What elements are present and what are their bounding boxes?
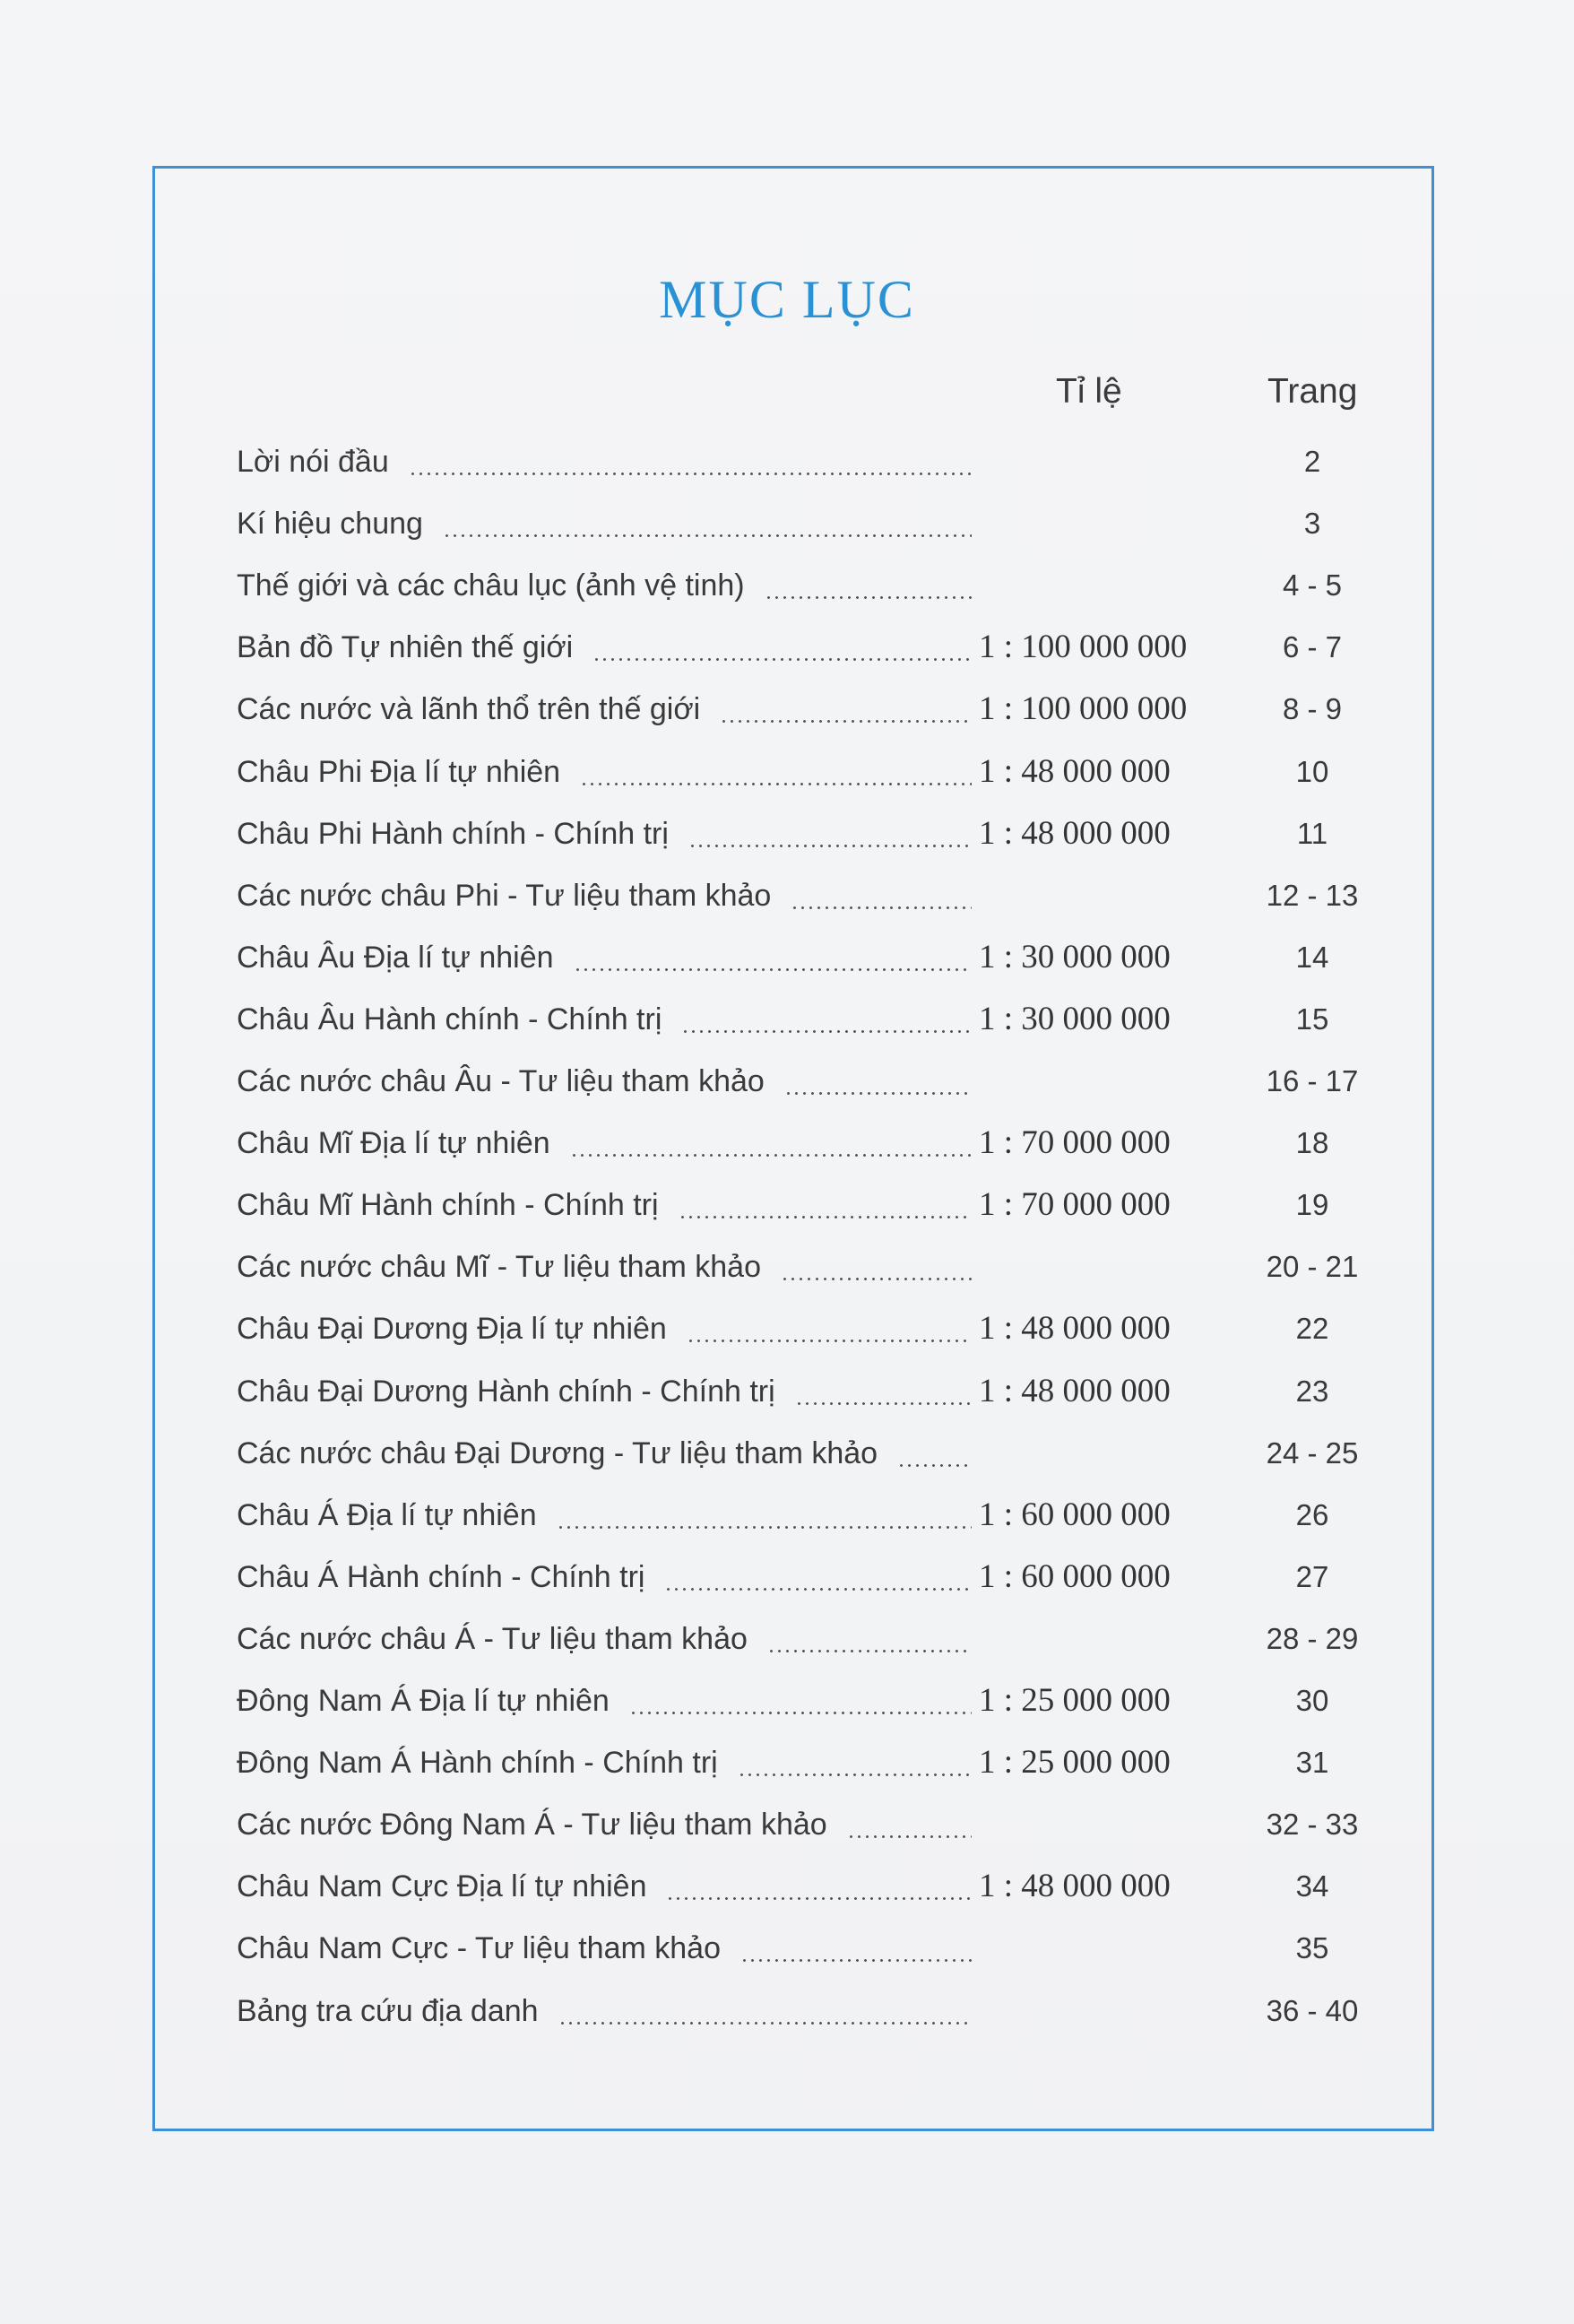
toc-entry[interactable] (237, 811, 1402, 856)
dot-leader (237, 1926, 972, 1971)
toc-entry[interactable] (237, 1121, 1402, 1166)
toc-entry-title: Châu Đại Dương Hành chính - Chính trị (237, 1374, 775, 1409)
toc-entry-scale: 1 : 100 000 000 (979, 690, 1188, 727)
dot-leader (237, 873, 972, 918)
toc-entry-page: 15 (1295, 1002, 1329, 1036)
toc-entry-title: Các nước và lãnh thổ trên thế giới (237, 692, 701, 726)
toc-entry-title: Châu Phi Địa lí tự nhiên (237, 755, 561, 789)
dot-leader (237, 1244, 972, 1289)
toc-entry[interactable] (237, 1306, 1402, 1351)
toc-entry[interactable] (237, 1555, 1402, 1600)
toc-entry-title: Bản đồ Tự nhiên thế giới (237, 630, 574, 664)
toc-entry-page: 35 (1295, 1931, 1329, 1964)
toc-entry-title: Đông Nam Á Địa lí tự nhiên (237, 1684, 610, 1718)
dot-leader (237, 501, 972, 546)
toc-entry[interactable] (237, 625, 1402, 670)
toc-entry-scale: 1 : 30 000 000 (979, 1001, 1171, 1037)
scale-column-header: Tỉ lệ (1056, 372, 1122, 411)
dot-leader (237, 1617, 972, 1661)
toc-entry-title: Châu Âu Địa lí tự nhiên (237, 941, 554, 975)
toc-entry[interactable] (237, 1617, 1402, 1661)
dot-leader (237, 997, 972, 1042)
toc-entry-scale: 1 : 70 000 000 (979, 1124, 1171, 1161)
toc-entry-page: 30 (1295, 1684, 1329, 1717)
toc-entry-title: Kí hiệu chung (237, 507, 423, 541)
toc-entry[interactable] (237, 1431, 1402, 1476)
toc-entry[interactable] (237, 687, 1402, 732)
toc-entry[interactable] (237, 1059, 1402, 1104)
dot-leader (237, 1989, 972, 2034)
toc-entry-title: Đông Nam Á Hành chính - Chính trị (237, 1746, 718, 1780)
toc-entry[interactable] (237, 1989, 1402, 2034)
toc-entry-title: Các nước châu Phi - Tư liệu tham khảo (237, 879, 772, 913)
toc-entry-title: Lời nói đầu (237, 445, 389, 479)
toc-entry-title: Châu Á Hành chính - Chính trị (237, 1560, 645, 1594)
toc-entry-title: Châu Nam Cực Địa lí tự nhiên (237, 1869, 647, 1903)
toc-entry-page: 24 - 25 (1266, 1436, 1359, 1470)
toc-entry-page: 16 - 17 (1266, 1064, 1359, 1097)
toc-entry-title: Châu Phi Hành chính - Chính trị (237, 817, 669, 851)
toc-entry[interactable] (237, 1244, 1402, 1289)
toc-entry-page: 4 - 5 (1282, 568, 1343, 602)
dot-leader (237, 625, 972, 670)
toc-entry-page: 23 (1295, 1374, 1329, 1408)
toc-entry-page: 12 - 13 (1266, 879, 1359, 912)
dot-leader (237, 563, 972, 608)
toc-entry[interactable] (237, 1678, 1402, 1723)
toc-entry[interactable] (237, 1926, 1402, 1971)
toc-entry-page: 18 (1295, 1126, 1329, 1159)
toc-entry-title: Các nước châu Âu - Tư liệu tham khảo (237, 1064, 765, 1098)
toc-entry-page: 3 (1303, 507, 1321, 540)
toc-entry-scale: 1 : 25 000 000 (979, 1682, 1171, 1719)
toc-entry-page: 28 - 29 (1266, 1622, 1359, 1655)
toc-entry[interactable] (237, 1183, 1402, 1227)
dot-leader (237, 750, 972, 794)
toc-entry-page: 20 - 21 (1266, 1250, 1359, 1283)
toc-entry[interactable] (237, 1802, 1402, 1847)
toc-entry[interactable] (237, 750, 1402, 794)
toc-entry-page: 36 - 40 (1266, 1994, 1359, 2027)
toc-entry[interactable] (237, 1864, 1402, 1909)
dot-leader (237, 811, 972, 856)
toc-entry-page: 8 - 9 (1282, 692, 1343, 725)
toc-entry-scale: 1 : 48 000 000 (979, 1373, 1171, 1409)
toc-entry-page: 22 (1295, 1312, 1329, 1345)
toc-entry-page: 31 (1295, 1746, 1329, 1779)
toc-entry-title: Các nước châu Đại Dương - Tư liệu tham khảo (237, 1436, 878, 1470)
page-title: MỤC LỤC (659, 270, 915, 329)
toc-entry-page: 34 (1295, 1869, 1329, 1903)
dot-leader (237, 1121, 972, 1166)
toc-entry-scale: 1 : 60 000 000 (979, 1558, 1171, 1595)
dot-leader (237, 1864, 972, 1909)
dot-leader (237, 1183, 972, 1227)
toc-entry-page: 6 - 7 (1282, 630, 1343, 663)
toc-entry[interactable] (237, 997, 1402, 1042)
toc-entry-scale: 1 : 25 000 000 (979, 1744, 1171, 1781)
toc-entry-title: Châu Mĩ Hành chính - Chính trị (237, 1188, 659, 1222)
toc-entry[interactable] (237, 1369, 1402, 1414)
toc-entry-title: Châu Nam Cực - Tư liệu tham khảo (237, 1931, 721, 1965)
dot-leader (237, 1306, 972, 1351)
toc-entry-scale: 1 : 48 000 000 (979, 753, 1171, 790)
dot-leader (237, 1493, 972, 1538)
toc-entry-page: 11 (1296, 817, 1328, 850)
page-column-header: Trang (1267, 372, 1358, 411)
toc-entry[interactable] (237, 563, 1402, 608)
toc-entry[interactable] (237, 935, 1402, 980)
toc-entry-scale: 1 : 48 000 000 (979, 1310, 1171, 1347)
toc-entry-title: Châu Âu Hành chính - Chính trị (237, 1002, 662, 1036)
toc-entry-title: Bảng tra cứu địa danh (237, 1994, 539, 2028)
toc-entry[interactable] (237, 873, 1402, 918)
toc-entry-title: Các nước Đông Nam Á - Tư liệu tham khảo (237, 1808, 827, 1842)
dot-leader (237, 687, 972, 732)
dot-leader (237, 1678, 972, 1723)
dot-leader (237, 1369, 972, 1414)
toc-entry-scale: 1 : 48 000 000 (979, 815, 1171, 852)
dot-leader (237, 935, 972, 980)
toc-entry-page: 32 - 33 (1266, 1808, 1359, 1841)
toc-entry-title: Châu Mĩ Địa lí tự nhiên (237, 1126, 550, 1160)
toc-entry-scale: 1 : 100 000 000 (979, 629, 1188, 665)
toc-entry-scale: 1 : 48 000 000 (979, 1868, 1171, 1904)
toc-entry-page: 10 (1295, 755, 1329, 788)
toc-entry-title: Châu Á Địa lí tự nhiên (237, 1498, 537, 1532)
toc-entry[interactable] (237, 1493, 1402, 1538)
toc-entry[interactable] (237, 439, 1402, 484)
dot-leader (237, 439, 972, 484)
toc-entry-page: 19 (1295, 1188, 1329, 1221)
toc-entry-title: Các nước châu Mĩ - Tư liệu tham khảo (237, 1250, 761, 1284)
toc-entry-page: 2 (1303, 445, 1321, 478)
dot-leader (237, 1059, 972, 1104)
toc-entry-page: 14 (1295, 941, 1329, 974)
toc-entry[interactable] (237, 501, 1402, 546)
toc-entry-page: 26 (1295, 1498, 1329, 1531)
dot-leader (237, 1740, 972, 1785)
toc-entry-scale: 1 : 60 000 000 (979, 1496, 1171, 1533)
toc-entry-title: Các nước châu Á - Tư liệu tham khảo (237, 1622, 748, 1656)
toc-entry-title: Thế giới và các châu lục (ảnh vệ tinh) (237, 568, 745, 603)
dot-leader (237, 1555, 972, 1600)
toc-entry-title: Châu Đại Dương Địa lí tự nhiên (237, 1312, 667, 1346)
toc-entry-scale: 1 : 70 000 000 (979, 1186, 1171, 1223)
dot-leader (237, 1802, 972, 1847)
toc-entry-scale: 1 : 30 000 000 (979, 939, 1171, 976)
toc-entry-page: 27 (1295, 1560, 1329, 1593)
toc-entry[interactable] (237, 1740, 1402, 1785)
dot-leader (237, 1431, 972, 1476)
